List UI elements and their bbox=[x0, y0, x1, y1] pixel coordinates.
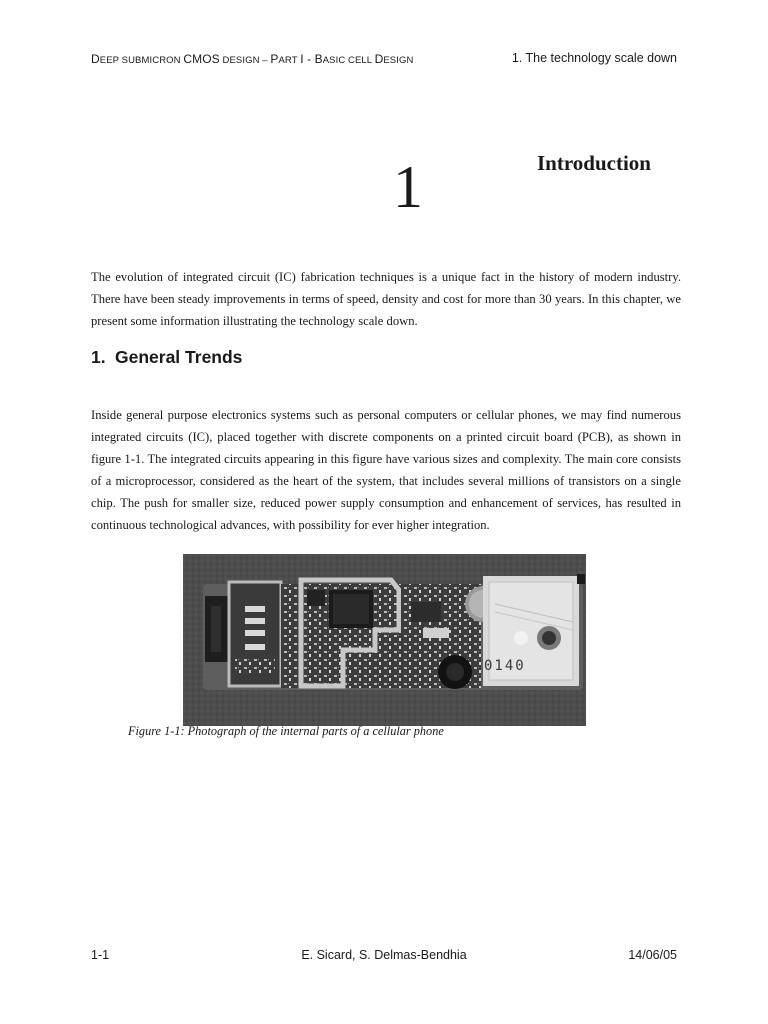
header-title-part: P bbox=[270, 52, 279, 66]
footer-authors: E. Sicard, S. Delmas-Bendhia bbox=[301, 948, 467, 962]
section-heading bbox=[91, 347, 242, 368]
chapter-number: 1 bbox=[393, 154, 423, 220]
intro-paragraph: The evolution of integrated circuit (IC) fabrication techniques is a unique fact in the history of modern industry. There have been steady improvements in terms of speed, density and cost for more than 30 years. In this chapter, we present some information illustrating the technology scale down. bbox=[91, 270, 681, 328]
cellular-phone-photo bbox=[183, 554, 586, 726]
board-marking-0140: 0140 bbox=[484, 658, 526, 674]
figure-caption: Figure 1-1: Photograph of the internal parts of a cellular phone bbox=[128, 724, 444, 738]
section-paragraph: Inside general purpose electronics systems such as personal computers or cellular phones, we may find numerous integrated circuits (IC), placed together with discrete components on a printed circuit board (PCB), as shown in figure 1-1. The integrated circuits appearing in this figure have various sizes and complexity. The main core consists of a microprocessor, considered as the heart of the system, that includes several millions of transistors on a single chip. The push for smaller size, reduced power supply consumption and enhancement of services, has resulted in continuous technological advances, with possibility for ever higher integration. bbox=[91, 408, 681, 532]
header-title-part: ASIC CELL bbox=[322, 55, 375, 66]
running-header-title bbox=[91, 52, 413, 66]
header-title-part: ESIGN bbox=[383, 55, 414, 66]
footer-page-number: 1-1 bbox=[91, 948, 110, 962]
header-title-part: ART bbox=[278, 55, 301, 66]
header-title-part: D bbox=[91, 52, 100, 66]
running-header-section: 1. The technology scale down bbox=[511, 51, 677, 65]
header-title-part: EEP SUBMICRON bbox=[99, 55, 184, 66]
header-title-part: I - B bbox=[300, 52, 323, 66]
section-number: 1. bbox=[91, 347, 106, 367]
chapter-title: Introduction bbox=[537, 151, 651, 175]
footer-date: 14/06/05 bbox=[628, 948, 677, 962]
header-title-part: DESIGN – bbox=[219, 55, 271, 66]
section-title: General Trends bbox=[115, 347, 243, 367]
header-title-part: CMOS bbox=[183, 52, 220, 66]
header-title-part: D bbox=[374, 52, 384, 66]
